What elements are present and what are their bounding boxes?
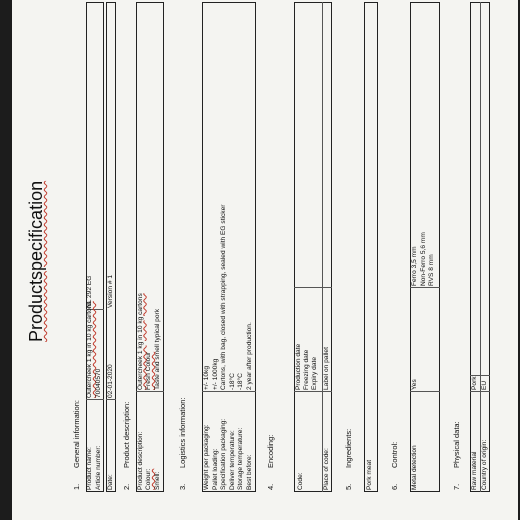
logistics-row: Best before: 2 year after production. — [245, 322, 253, 490]
section-logistics-heading: 3.Logistics information: — [178, 397, 187, 490]
colour-row: Colour: Fresh Colour — [145, 351, 152, 490]
section-general-heading: 1.General information: — [72, 400, 81, 490]
version-label: Version # 1 — [106, 275, 114, 308]
place-of-code-label: Place of code: — [322, 448, 330, 490]
metal-limit: RVS 8 mm — [428, 254, 435, 286]
description-row: Product description: Outercheek 1 kg in 10 kg cartons — [136, 293, 144, 490]
smell-row: Smell: Taste and smell typical pork — [153, 309, 161, 490]
logistics-row: Deliver temperature: -18°C — [228, 373, 236, 490]
article-number-row: Article number: 70040570 — [94, 368, 102, 490]
country-of-origin-label: Country of origin: — [480, 439, 488, 490]
document-sheet — [12, 0, 518, 520]
raw-material-value: Pork — [470, 376, 478, 390]
section-encoding-heading: 4.Encoding: — [266, 434, 275, 490]
code-value: Production date — [295, 343, 302, 390]
document-page — [12, 0, 518, 520]
section-control-heading: 6.Control: — [390, 441, 399, 490]
product-name-row: Product name: Outercheek 1 kg in 10 kg cartons NL 292 EG — [86, 275, 93, 490]
logistics-row: Weight per packaging: +/- 10kg — [203, 365, 210, 490]
metal-detection-label: Metal detection — [411, 445, 418, 490]
logistics-row: Pallet loading: +/- 1000kg — [211, 358, 219, 490]
date-row: Date: 02-01-2020 Version # 1 — [106, 275, 114, 490]
page-title: Productspecification — [26, 180, 46, 342]
metal-limit: Non-Ferro 5,6 mm — [419, 232, 427, 286]
section-description-heading: 2.Product description: — [122, 401, 131, 490]
code-label: Code: — [297, 472, 304, 490]
logistics-row: Specification packaging: Cartons, with bag, closed with strapping, sealed with EG sticker — [220, 204, 227, 490]
metal-detection-value: Yes — [411, 379, 418, 390]
raw-material-label: Raw material — [470, 451, 478, 490]
section-ingredients-heading: 5.Ingredients: — [344, 428, 353, 490]
code-value: Freezing date — [303, 349, 310, 390]
section-physical-heading: 7.Physical data: — [452, 421, 461, 490]
approval-code: NL 292 EG — [86, 275, 93, 308]
country-of-origin-value: EU — [480, 380, 488, 390]
place-of-code-value: Label on pallet — [322, 347, 330, 390]
ingredients-value: Pork meat — [366, 459, 373, 490]
logistics-row: Storage temperature: -18°C — [237, 373, 244, 490]
metal-limit: Ferro 3,5 mm — [411, 246, 418, 286]
code-value: Expiry date — [311, 357, 318, 390]
